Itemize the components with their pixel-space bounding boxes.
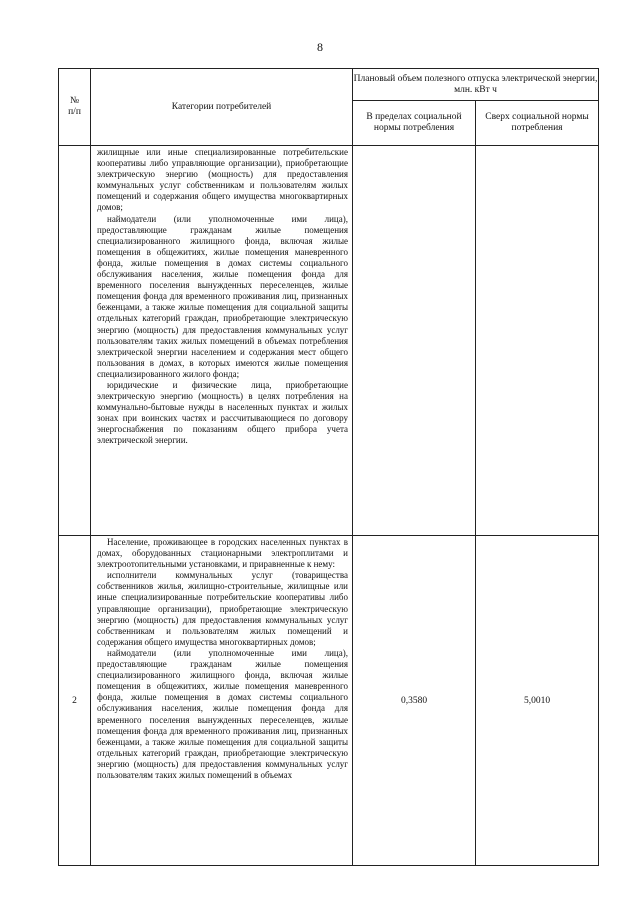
category-paragraph: Население, проживающее в городских населенных пунктах в домах, оборудованных стационарными электроплитами и электроотопительными установками, и приравненные к нему: <box>97 537 348 570</box>
header-above-norm-text: Сверх социальной нормы потребления <box>485 112 589 133</box>
table-row <box>59 536 599 866</box>
header-num <box>59 69 91 146</box>
header-num-text: № п/п <box>68 96 81 117</box>
row-num <box>59 146 91 536</box>
header-plan-volume <box>353 69 599 101</box>
header-within-norm-text: В пределах социальной нормы потребления <box>366 112 462 133</box>
header-above-norm <box>476 101 599 146</box>
row-num: 2 <box>59 536 91 866</box>
header-category-text: Категории потребителей <box>171 101 272 112</box>
category-paragraph: жилищные или иные специализированные потребительские кооперативы либо управляющие организации), приобретающие электрическую энергию (мощность) для предоставления коммунальных услуг собственникам и пользователям жилых помещений и содержания общего имущества многоквартирных домов; <box>97 147 348 213</box>
header-within-norm <box>353 101 476 146</box>
table-row <box>59 146 599 536</box>
consumption-table <box>58 68 599 866</box>
category-paragraph: исполнители коммунальных услуг (товарищества собственников жилья, жилищно-строительные, жилищные или иные специализированные потребительские кооперативы либо управляющие организации), приобретающие электрическую энергию (мощность) для предоставления коммунальных услуг собственникам и пользователям жилых помещений и содержания общего имущества многоквартирных домов; <box>97 570 348 647</box>
category-paragraph: юридические и физические лица, приобретающие электрическую энергию (мощность) в целях потребления на коммунально-бытовые нужды в населенных пунктах и жилых зонах при воинских частях и рассчитывающиеся по договору энергоснабжения по показаниям общего прибора учета электрической энергии. <box>97 379 348 446</box>
header-category <box>91 69 353 146</box>
row-within-norm-value <box>353 146 476 536</box>
table-header-row <box>59 69 599 101</box>
row-within-norm-value: 0,3580 <box>353 536 476 866</box>
category-paragraph: наймодатели (или уполномоченные ими лица), предоставляющие гражданам жилые помещения специализированного жилищного фонда, включая жилые помещения в общежитиях, жилые помещения маневренного фонда, жилые помещения в домах системы социального обслуживания населения, жилые помещения фонда для временного поселения вынужденных переселенцев, жилые помещения фонда для временного проживания лиц, признанных беженцами, а также жилые помещения для социальной защиты отдельных категорий граждан, приобретающие электрическую энергию (мощность) для предоставления коммунальных услуг пользователям таких жилых помещений в объемах <box>97 647 348 780</box>
row-category <box>91 146 353 536</box>
row-category <box>91 536 353 866</box>
row-above-norm-value: 5,0010 <box>476 536 599 866</box>
header-plan-volume-text: Плановый объем полезного отпуска электрической энергии, млн. кВт ч <box>353 73 598 95</box>
category-paragraph: наймодатели (или уполномоченные ими лица), предоставляющие гражданам жилые помещения специализированного жилищного фонда, включая жилые помещения в общежитиях, жилые помещения маневренного фонда, жилые помещения в домах системы социального обслуживания населения, жилые помещения фонда для временного поселения вынужденных переселенцев, жилые помещения фонда для временного проживания лиц, признанных беженцами, а также жилые помещения для социальной защиты отдельных категорий граждан, приобретающие электрическую энергию (мощность) для предоставления коммунальных услуг пользователям таких жилых помещений в объемах потребления электрической энергии населением и содержания мест общего пользования в домах, в которых имеются жилые помещения специализированного жилого фонда; <box>97 213 348 379</box>
page-number: 8 <box>317 40 323 54</box>
row-above-norm-value <box>476 146 599 536</box>
